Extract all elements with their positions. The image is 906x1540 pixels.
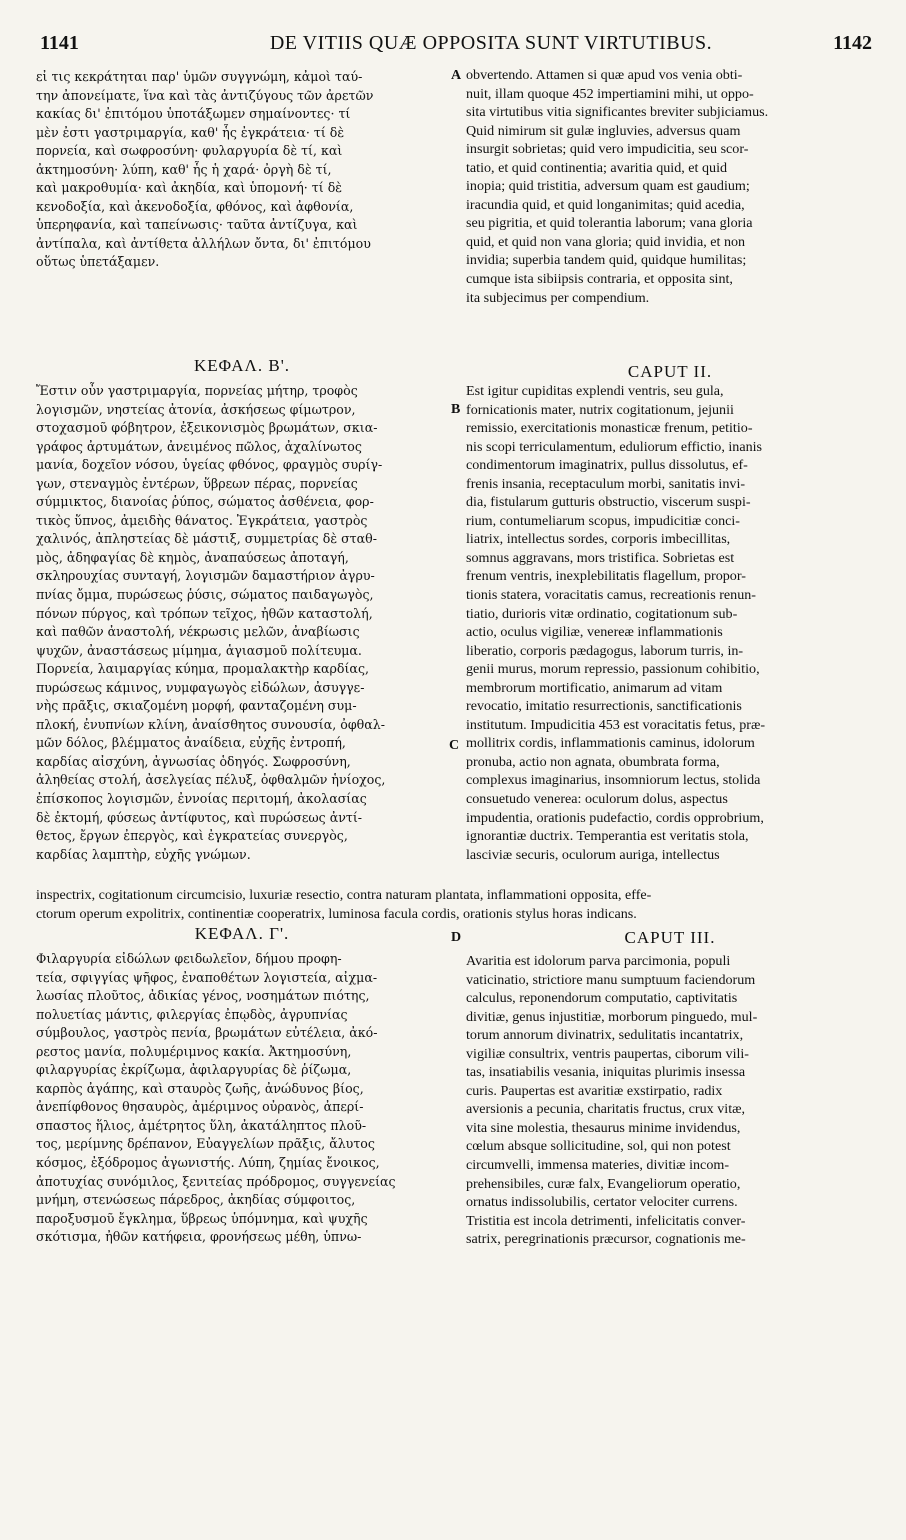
greek-text-line: μὸς, ἀδηφαγίας δὲ κημὸς, ἀναπαύσεως ἀποταγή, <box>36 549 349 565</box>
greek-column-intro <box>36 68 448 272</box>
latin-chapter-3-heading: CAPUT III. <box>624 928 716 947</box>
latin-text-line: tatio, et quid continentia; avaritia quid, et quid <box>466 159 728 176</box>
latin-chapter-2-heading: CAPUT II. <box>627 362 713 381</box>
latin-text-line: seu pigritia, et quid tolerantia laborum; vana gloria <box>466 215 753 232</box>
greek-text-line: καὶ μακροθυμία· καὶ ἀκηδία, καὶ ὑπομονή· τί δὲ <box>36 180 343 196</box>
latin-text-line: mollitrix cordis, inflammationis caminus, idolorum <box>466 735 755 752</box>
latin-text-line: ignorantiæ ductrix. Temperantia est veritatis stola, <box>466 828 749 845</box>
greek-text-line: καρδίας λαμπτὴρ, εὐχῆς γνώμων. <box>36 846 251 862</box>
latin-text-line: quid, et quid non vana gloria; quid invidia, et non <box>466 233 746 250</box>
latin-text-line: condimentorum imaginatrix, pullus dissolutus, ef- <box>466 457 748 474</box>
margin-marker-b: B <box>451 402 461 417</box>
greek-text-line: νὴς πρᾶξις, σκιαζομένη μορφή, φανταζομένη συμ- <box>36 698 357 714</box>
greek-text-line: καρπὸς ἀγάπης, καὶ σταυρὸς ζωῆς, ἀνώδυνος βίος, <box>36 1080 364 1096</box>
greek-text-line: σκότισμα, ἠθῶν κατήφεια, φρονήσεως μέθη, ὑπνω- <box>36 1229 362 1245</box>
latin-text-line: Quid nimirum sit gulæ ingluvies, adversus quam <box>466 122 741 139</box>
greek-text-line: μῶν δόλος, βλέμματος ἀναίδεια, εὐχῆς ἐντροπή, <box>36 735 346 751</box>
greek-chapter-2-heading: ΚΕΦΑΛ. Β'. <box>193 356 291 375</box>
greek-text-line: καὶ παθῶν ἀναστολή, νέκρωσις μελῶν, ἀναβίωσις <box>36 624 360 640</box>
greek-text-line: μανία, δοχεῖον νόσου, ὑγείας φθόνος, φραγμὸς συρίγ- <box>36 457 383 473</box>
latin-text-line: curis. Paupertas est avaritiæ exstirpatio, radix <box>466 1082 723 1099</box>
greek-text-line: λογισμῶν, νηστείας ἀτονία, ἀσκήσεως φίμωτρον, <box>36 401 356 417</box>
latin-text-line: nuit, illam quoque 452 impertiamini mihi, ut oppo- <box>466 85 754 102</box>
greek-text-line: την ἀπονείματε, ἵνα καὶ τὰς ἀντιζύγους τῶν ἀρετῶν <box>36 87 374 103</box>
greek-text-line: μνήμη, στενώσεως πάρεδρος, ἀκηδίας σύμφοιτος, <box>36 1192 356 1208</box>
greek-text-line: κακίας δι' ἐπιτόμου ὑποτάξωμεν σημαίνοντες· τί <box>36 106 351 122</box>
greek-text-line: ἀκτημοσύνη· λύπη, καθ' ἧς ἡ χαρά· ὀργὴ δὲ τί, <box>36 161 332 177</box>
greek-text-line: Πορνεία, λαιμαργίας κύημα, προμαλακτὴρ καρδίας, <box>36 661 369 677</box>
greek-text-line: καρδίας αἰσχύνη, ἀγνωσίας ὁδηγός. Σωφροσύνη, <box>36 753 351 769</box>
greek-text-line: Φιλαργυρία εἰδώλων φειδωλεῖον, δήμου προφη- <box>36 951 342 966</box>
greek-text-line: ψυχῶν, ἀναστάσεως μίμημα, ἁγιασμοῦ πολίτευμα. <box>36 642 362 658</box>
latin-text-line: circumvelli, immensa materies, divitiæ incom- <box>466 1157 730 1174</box>
latin-text-line: Avaritia est idolorum parva parcimonia, populi <box>466 953 731 969</box>
greek-text-line: πόνων πύργος, καὶ τρόπων τεῖχος, ἠθῶν καταστολή, <box>36 605 373 621</box>
greek-text-line: γράφος ἀρτυμάτων, ἀνειμένος πῶλος, ἀχαλίνωτος <box>36 438 362 454</box>
latin-text-line: insurgit sobrietas; quid vero impudicitia, seu scor- <box>466 141 749 158</box>
latin-text-line: liatrix, intellectus sordes, corporis imbecillitas, <box>466 531 731 548</box>
greek-text-line: κόσμος, ἐξόδρομος ἀγωνιστής. Λύπη, ζημίας ἔνοικος, <box>36 1155 380 1171</box>
latin-text-line: fornicationis mater, nutrix cogitationum, jejunii <box>466 401 734 418</box>
latin-text-line: consuetudo venerea: oculorum dolus, aspectus <box>466 791 728 808</box>
greek-text-line: πνίας ὄμμα, πυρώσεως ῥύσις, σώματος παιδαγωγὸς, <box>36 587 374 603</box>
latin-text-line: ita subjecimus per compendium. <box>466 289 650 306</box>
latin-text-line: satrix, peregrinationis præcursor, cognationis me- <box>466 1231 746 1248</box>
latin-text-line: ornatus indissolubilis, certator velociter currens. <box>466 1194 738 1211</box>
margin-marker-c: C <box>449 738 460 753</box>
greek-text-line: δὲ ἐκτομή, φύσεως ἀντίφυτος, καὶ πυρώσεως ἀντί- <box>36 809 363 825</box>
latin-text-line: revocatio, imitatio resurrectionis, sanctificationis <box>466 698 742 715</box>
latin-text-line: tas, insatiabilis vesania, iniquitas plurimis insessa <box>466 1064 746 1081</box>
latin-text-line: inspectrix, cogitationum circumcisio, luxuriæ resectio, contra naturam plantata, inflammationi opposita, effe- <box>36 887 652 903</box>
greek-text-line: ἀληθείας στολή, ἀσελγείας πέλυξ, ὀφθαλμῶν ἡνίοχος, <box>36 772 386 788</box>
greek-text-line: πορνεία, καὶ σωφροσύνη· φυλαργυρία δὲ τί, καὶ <box>36 143 343 159</box>
latin-column-chapter-3 <box>466 952 874 1249</box>
latin-text-line: actio, oculus vigiliæ, venereæ inflammationis <box>466 624 723 641</box>
margin-marker-d: D <box>451 930 462 945</box>
greek-text-line: ὑπερηφανία, καὶ ταπείνωσις· ταῦτα ἀντίζυγα, καὶ <box>36 217 358 233</box>
greek-text-line: λωσίας πλοῦτος, ἀδικίας γένος, νοσημάτων πιότης, <box>36 988 370 1004</box>
greek-text-line: ἀνεπίφθονος θησαυρὸς, ἀμέριμνος οὐρανὸς, ἀπερί- <box>36 1099 364 1115</box>
latin-text-line: Tristitia est incola detrimenti, infelicitatis conver- <box>466 1212 746 1229</box>
greek-text-line: Ἔστιν οὖν γαστριμαργία, πορνείας μήτηρ, τροφὸς <box>36 383 358 398</box>
latin-text-line: inopia; quid tristitia, adversum quam est gaudium; <box>466 178 750 195</box>
latin-text-line: cœlum absque sollicitudine, sol, qui non potest <box>466 1138 731 1155</box>
latin-text-line: ctorum operum expolitrix, continentiæ cooperatrix, luminosa facula cordis, orationis stylus horas indicans. <box>36 905 637 922</box>
greek-text-line: τος, μερίμνης δρέπανον, Εὐαγγελίων πρᾶξις, ἄλυτος <box>36 1136 375 1152</box>
latin-text-line: torum annorum divinatrix, sedulitatis incantatrix, <box>466 1027 744 1044</box>
latin-text-line: vaticinatio, strictiore manu sumptuum faciendorum <box>466 971 756 988</box>
greek-text-line: στοχασμοῦ φόβητρον, ἐξεικονισμὸς βρωμάτων, σκια- <box>36 420 378 436</box>
latin-text-line: genii murus, morum repressio, passionum cohibitio, <box>466 661 760 678</box>
greek-text-line: ἐπίσκοπος λογισμῶν, ἐννοίας περιτομή, ἀκολασίας <box>36 791 367 807</box>
latin-text-line: aversionis a pecunia, charitatis fructus, crux vitæ, <box>466 1101 746 1118</box>
page-header <box>36 32 872 64</box>
latin-text-line: vita sine molestia, thesaurus minime invidendus, <box>466 1119 741 1136</box>
latin-text-line: lasciviæ securis, oculorum auriga, intellectus <box>466 846 720 863</box>
greek-text-line: ρεστος μανία, πολυμέριμνος κακία. Ἀκτημοσύνη, <box>36 1043 352 1059</box>
greek-text-line: σκληρουχίας συνταγή, λογισμῶν δαμαστήριον ἀγρυ- <box>36 568 375 584</box>
latin-text-line: institutum. Impudicitia 453 est voracitatis fetus, præ- <box>466 716 766 733</box>
greek-text-line: τεία, σφιγγίας ψῆφος, ἐναποθέτων λογιστεία, αἰχμα- <box>36 969 378 985</box>
greek-text-line: ἀντίπαλα, καὶ ἀντίθετα ἀλλήλων ὄντα, δι' ἐπιτόμου <box>36 235 371 251</box>
latin-text-line: dia, fistularum gutturis obstructio, viscerum suspi- <box>466 494 751 511</box>
greek-text-line: φιλαργυρίας ἐκρίζωμα, ἀφιλαργυρίας δὲ ῥίζωμα, <box>36 1062 352 1078</box>
greek-text-line: σύμμικτος, διανοίας ῥύπος, σώματος ἀσθένεια, φορ- <box>36 494 374 510</box>
greek-text-line: σύμβουλος, γαστρὸς πενία, βρωμάτων εὐτέλεια, ἀκό- <box>36 1025 378 1041</box>
greek-chapter-3-heading: ΚΕΦΑΛ. Γ'. <box>194 924 290 943</box>
latin-text-line: frenum ventris, inexplebilitatis flagellum, propor- <box>466 568 746 585</box>
margin-marker-a: A <box>451 68 462 83</box>
latin-text-line: calculus, reponendorum computatio, captivitatis <box>466 990 738 1007</box>
latin-text-line: nis scopi terriculamentum, eduliorum effictio, inanis <box>466 438 763 455</box>
latin-text-line: vigiliæ consultrix, ventris paupertas, ciborum vili- <box>466 1045 750 1062</box>
latin-text-line: iracundia quid, et quid longanimitas; quid acedia, <box>466 196 745 213</box>
page-number-left: 1141 <box>40 32 79 54</box>
greek-text-line: πυρώσεως κάμινος, νυμφαγωγὸς εἰδώλων, ἀσυγγε- <box>36 679 365 695</box>
greek-text-line: χαλινός, ἀπληστείας δὲ μάστιξ, συμμετρίας δὲ σταθ- <box>36 531 377 547</box>
latin-text-line: tiatio, durioris vitæ ordinatio, cogitationum sub- <box>466 605 738 622</box>
greek-text-line: ἀποτυχίας συνόμιλος, ξενιτείας πρόδρομος, συγγενείας <box>36 1173 396 1189</box>
latin-text-line: liberatio, corporis pædagogus, laborum turris, in- <box>466 642 744 659</box>
latin-text-line: invidia; superbia tandem quid, quidque humilitas; <box>466 252 747 269</box>
latin-column-intro <box>466 66 874 307</box>
greek-text-line: οὕτως ὑπετάξαμεν. <box>36 254 160 270</box>
latin-text-line: divitiæ, genus injustitiæ, morborum pinguedo, mul- <box>466 1008 758 1025</box>
full-width-lines <box>36 886 878 923</box>
latin-text-line: remissio, exercitationis monasticæ frenum, petitio- <box>466 420 753 437</box>
latin-text-line: prehensibiles, curæ falx, Evangeliorum operatio, <box>466 1175 741 1192</box>
greek-text-line: πολυετίας μάντις, φιλεργίας ἐπῳδὸς, ἀγρυπνίας <box>36 1006 348 1022</box>
page-number-right: 1142 <box>833 32 872 54</box>
greek-text-line: κενοδοξία, καὶ ἀκενοδοξία, φθόνος, καὶ ἀφθονία, <box>36 198 354 214</box>
latin-text-line: complexus imaginarius, insomniorum lectus, stolida <box>466 772 761 789</box>
greek-column-chapter-3 <box>36 950 448 1247</box>
greek-text-line: μὲν ἐστι γαστριμαργία, καθ' ἧς ἐγκράτεια· τί δὲ <box>36 124 345 140</box>
latin-text-line: membrorum mortificatio, animarum ad vitam <box>466 679 723 696</box>
latin-text-line: cumque ista sibiipsis contraria, et opposita sint, <box>466 271 733 288</box>
latin-text-line: pronuba, actio non agnata, obumbrata forma, <box>466 753 720 770</box>
latin-text-line: frenis insania, receptaculum morbi, sanitatis invi- <box>466 475 746 492</box>
latin-text-line: rium, contumeliarum scopus, impudicitiæ conci- <box>466 512 740 529</box>
latin-text-line: tionis statera, voracitatis camus, recreationis renun- <box>466 587 756 604</box>
greek-text-line: εἰ τις κεκράτηται παρ' ὑμῶν συγγνώμη, κἀμοὶ ταύ- <box>36 69 363 84</box>
latin-text-line: sita virtutibus vitia significantes breviter subjiciamus. <box>466 104 769 121</box>
greek-text-line: παροξυσμοῦ ἔγκλημα, ὕβρεως ὑπόμνημα, καὶ ψυχῆς <box>36 1210 368 1226</box>
running-title: DE VITIIS QUÆ OPPOSITA SUNT VIRTUTIBUS. <box>269 32 713 54</box>
greek-text-line: θετος, ἔργων ἐπεργὸς, καὶ ἐγκρατείας συνεργὸς, <box>36 828 348 844</box>
latin-text-line: somnus aggravans, mors tristifica. Sobrietas est <box>466 549 735 566</box>
greek-column-chapter-2 <box>36 382 448 864</box>
latin-text-line: obvertendo. Attamen si quæ apud vos venia obti- <box>466 67 743 83</box>
latin-text-line: impudentia, orationis pudefactio, cordis opprobrium, <box>466 809 764 826</box>
latin-column-chapter-2 <box>466 382 874 864</box>
greek-text-line: τικὸς ὕπνος, ἀμειδὴς θάνατος. Ἐγκράτεια, γαστρὸς <box>36 512 368 528</box>
latin-text-line: Est igitur cupiditas explendi ventris, seu gula, <box>466 383 724 399</box>
greek-text-line: γων, στεναγμὸς ἐντέρων, ὕβρεων πέρας, πορνείας <box>36 475 358 491</box>
greek-text-line: πλοκή, ἐνυπνίων κλίνη, ἀναίσθητος συνουσία, ὀφθαλ- <box>36 716 385 732</box>
greek-text-line: σπαστος ἥλιος, ἀμέτρητος ὕλη, ἀκατάληπτος πλοῦ- <box>36 1117 367 1133</box>
